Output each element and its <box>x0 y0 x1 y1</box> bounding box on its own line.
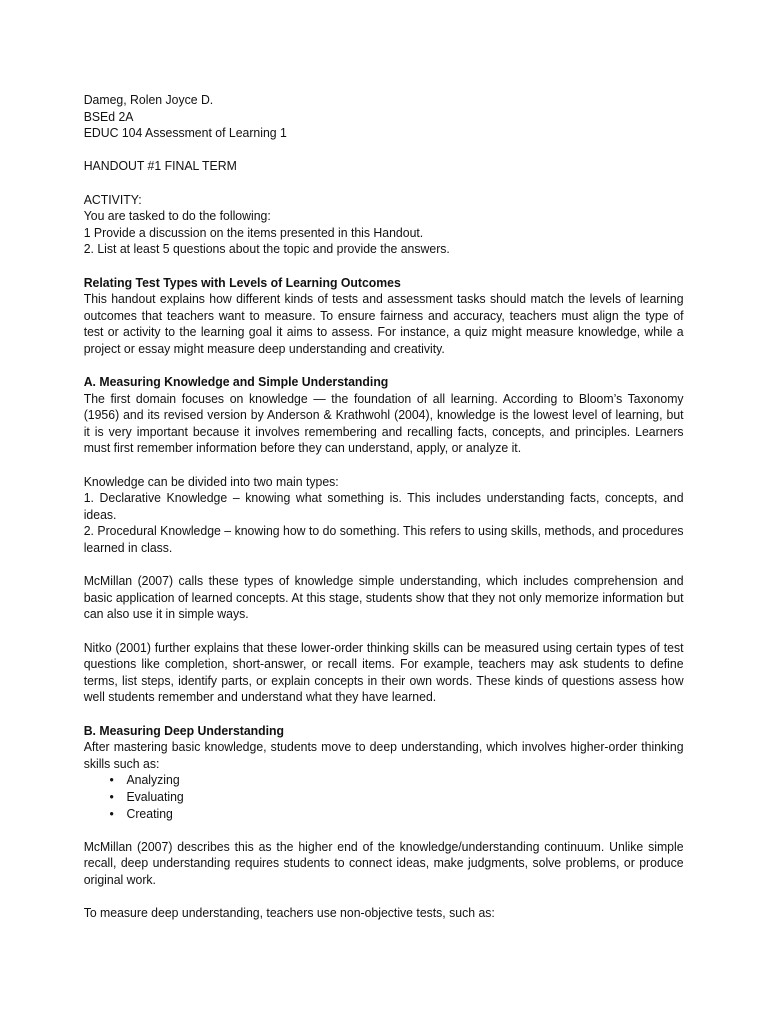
spacer <box>84 175 684 192</box>
knowledge-types-intro: Knowledge can be divided into two main types: <box>83 473 339 489</box>
section-a-paragraph-3: Nitko (2001) further explains that these lower-order thinking skills can be measured using certain types of test questions like completion, short-answer, or recall items. For example, teachers may ask students to define terms, list steps, identify parts, or explain concepts in their own words. These kinds of questions assess how well students remember and understand what they have learned. <box>83 639 684 705</box>
section-a-paragraph-2: McMillan (2007) calls these types of knowledge simple understanding, which includes comprehension and basic application of learned concepts. At this stage, students show that they not only memorize information but can also use it in simple ways. <box>83 573 684 622</box>
section-a-paragraph-1: The first domain focuses on knowledge — the foundation of all learning. According to Bloom’s Taxonomy (1956) and its revised version by Anderson & Krathwohl (2004), knowledge is the lowest level of learning, but it is very important because it involves remembering and recalling facts, concepts, and principles. Learners must first remember information before they can understand, apply, or analyze it. <box>83 390 684 456</box>
bullet-icon: • <box>109 772 114 788</box>
bullet-icon: • <box>109 788 114 804</box>
section-b-intro: After mastering basic knowledge, students move to deep understanding, which involves higher-order thinking skills such as: <box>83 739 684 771</box>
section-heading-main: Relating Test Types with Levels of Learning Outcomes <box>83 274 401 290</box>
spacer <box>84 889 684 906</box>
student-name: Dameg, Rolen Joyce D. <box>83 92 214 107</box>
list-item: • Analyzing <box>106 772 684 789</box>
spacer <box>84 706 684 723</box>
spacer <box>84 258 684 275</box>
activity-item-1: 1 Provide a discussion on the items presented in this Handout. <box>83 224 424 240</box>
spacer <box>84 557 684 574</box>
list-item: • Creating <box>106 806 684 823</box>
bullet-icon: • <box>109 805 114 821</box>
student-program: BSEd 2A <box>83 108 134 124</box>
activity-intro: You are tasked to do the following: <box>83 208 271 224</box>
section-main-body: This handout explains how different kinds of tests and assessment tasks should match the levels of learning outcomes that teachers want to measure. To ensure fairness and accuracy, teachers must align the type of test or activity to the learning goal it aims to assess. For instance, a quiz might measure knowledge, while a project or essay might measure deep understanding and creativity. <box>83 291 684 356</box>
activity-title: ACTIVITY: <box>83 191 142 207</box>
section-b-paragraph-1: McMillan (2007) describes this as the higher end of the knowledge/understanding continuum. Unlike simple recall, deep understanding requires students to connect ideas, make judgments, solve problems, or produce original work. <box>83 838 684 887</box>
spacer <box>84 358 684 375</box>
spacer <box>84 822 684 839</box>
spacer <box>84 623 684 640</box>
skills-list <box>84 772 684 822</box>
knowledge-type-2: 2. Procedural Knowledge – knowing how to do something. This refers to using skills, methods, and procedures learned in class. <box>83 523 684 556</box>
course-title: EDUC 104 Assessment of Learning 1 <box>83 125 287 141</box>
section-heading-b: B. Measuring Deep Understanding <box>83 722 285 738</box>
knowledge-type-1: 1. Declarative Knowledge – knowing what something is. This includes understanding facts, concepts, and ideas. <box>83 490 684 522</box>
activity-item-2: 2. List at least 5 questions about the topic and provide the answers. <box>83 241 450 257</box>
list-item: • Evaluating <box>106 789 684 806</box>
spacer <box>84 142 684 159</box>
spacer <box>84 457 684 474</box>
handout-title: HANDOUT #1 FINAL TERM <box>83 158 237 174</box>
section-heading-a: A. Measuring Knowledge and Simple Understanding <box>83 374 389 390</box>
section-b-paragraph-2: To measure deep understanding, teachers use non-objective tests, such as: <box>83 905 495 921</box>
